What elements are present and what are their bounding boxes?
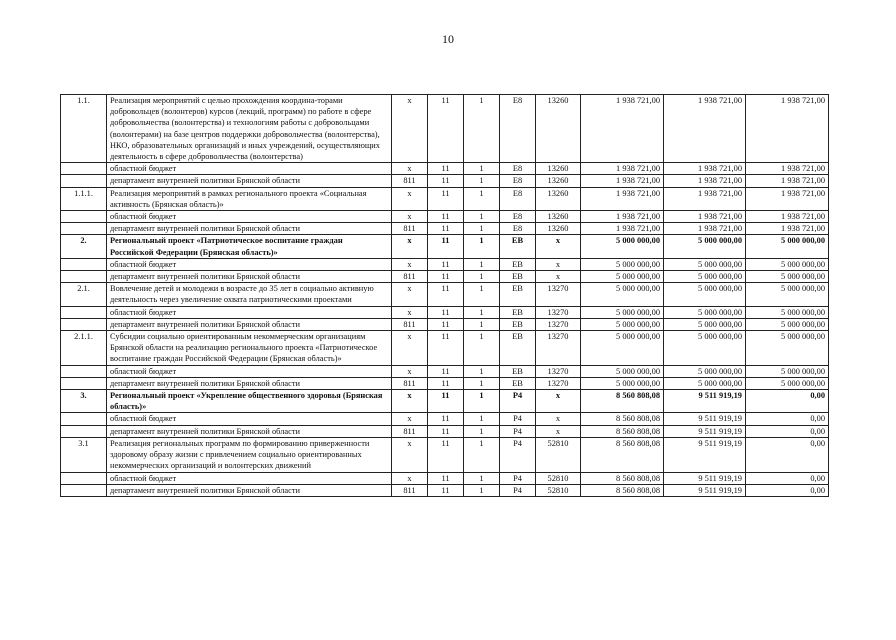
row-subsection: 1: [464, 235, 500, 258]
row-amount-year-3: 0,00: [746, 425, 829, 437]
row-expense-direction: 13270: [536, 331, 581, 366]
row-amount-year-2: 1 938 721,00: [664, 175, 746, 187]
table-row: [61, 318, 829, 330]
row-subsection: 1: [464, 187, 500, 210]
row-expense-direction: 13260: [536, 211, 581, 223]
table-row: [61, 472, 829, 484]
row-section: 11: [428, 235, 464, 258]
row-name: Субсидии социально ориентированным некоммерческим организациям Брянской области на реализацию регионального проекта «Патриотическое воспитание граждан Российской Федерации (Брянская область)»: [107, 331, 392, 366]
row-section: 11: [428, 413, 464, 425]
row-amount-year-2: 1 938 721,00: [664, 223, 746, 235]
row-number: [61, 413, 107, 425]
row-target-article: P4: [500, 413, 536, 425]
row-section: 11: [428, 271, 464, 283]
row-section: 11: [428, 331, 464, 366]
row-name: департамент внутренней политики Брянской области: [107, 425, 392, 437]
row-name: департамент внутренней политики Брянской области: [107, 175, 392, 187]
row-amount-year-3: 1 938 721,00: [746, 187, 829, 210]
table-row: [61, 390, 829, 413]
row-subsection: 1: [464, 95, 500, 163]
row-subsection: 1: [464, 283, 500, 306]
row-number: [61, 211, 107, 223]
table-row: [61, 377, 829, 389]
row-expense-direction: 13270: [536, 306, 581, 318]
row-amount-year-1: 5 000 000,00: [581, 306, 664, 318]
row-subsection: 1: [464, 413, 500, 425]
table-row: [61, 175, 829, 187]
row-number: [61, 223, 107, 235]
row-amount-year-1: 5 000 000,00: [581, 365, 664, 377]
row-grbs: x: [392, 390, 428, 413]
row-amount-year-2: 5 000 000,00: [664, 318, 746, 330]
row-amount-year-2: 1 938 721,00: [664, 187, 746, 210]
table-row: [61, 306, 829, 318]
row-grbs: x: [392, 283, 428, 306]
row-number: 1.1.: [61, 95, 107, 163]
row-amount-year-3: 0,00: [746, 484, 829, 496]
row-subsection: 1: [464, 223, 500, 235]
row-target-article: E8: [500, 211, 536, 223]
row-amount-year-2: 5 000 000,00: [664, 306, 746, 318]
row-expense-direction: x: [536, 271, 581, 283]
row-amount-year-2: 5 000 000,00: [664, 377, 746, 389]
row-expense-direction: x: [536, 413, 581, 425]
row-amount-year-1: 5 000 000,00: [581, 258, 664, 270]
page-number: 10: [442, 32, 454, 46]
row-name: областной бюджет: [107, 365, 392, 377]
row-name: департамент внутренней политики Брянской области: [107, 318, 392, 330]
row-target-article: EB: [500, 258, 536, 270]
row-number: 2.1.1.: [61, 331, 107, 366]
row-grbs: x: [392, 211, 428, 223]
row-amount-year-2: 5 000 000,00: [664, 271, 746, 283]
row-target-article: EB: [500, 318, 536, 330]
row-grbs: 811: [392, 175, 428, 187]
row-grbs: x: [392, 235, 428, 258]
row-expense-direction: 13270: [536, 283, 581, 306]
row-target-article: P4: [500, 484, 536, 496]
row-name: департамент внутренней политики Брянской области: [107, 377, 392, 389]
row-number: [61, 377, 107, 389]
table-row: [61, 211, 829, 223]
row-subsection: 1: [464, 163, 500, 175]
row-number: 3.: [61, 390, 107, 413]
row-target-article: E8: [500, 163, 536, 175]
row-amount-year-2: 5 000 000,00: [664, 331, 746, 366]
row-amount-year-1: 1 938 721,00: [581, 187, 664, 210]
row-amount-year-2: 9 511 919,19: [664, 425, 746, 437]
row-name: Вовлечение детей и молодежи в возрасте до 35 лет в социально активную деятельность через увеличение охвата патриотическими проектами: [107, 283, 392, 306]
row-name: Реализация мероприятий с целью прохождения координа-торами добровольцев (волонтеров) курсов (лекций, программ) по работе в сфере добровольчества (волонтерства) и технологиям работы с добровольцами (волонтерами) на базе центров поддержки добровольчества (волонтерства), НКО, образовательных организаций и иных учреждений, осуществляющих деятельность в сфере добровольчества (волонтерства): [107, 95, 392, 163]
row-amount-year-1: 8 560 808,08: [581, 472, 664, 484]
row-number: [61, 484, 107, 496]
row-section: 11: [428, 390, 464, 413]
row-grbs: x: [392, 95, 428, 163]
table-row: [61, 331, 829, 366]
row-subsection: 1: [464, 271, 500, 283]
row-amount-year-1: 1 938 721,00: [581, 175, 664, 187]
row-amount-year-1: 5 000 000,00: [581, 235, 664, 258]
row-amount-year-1: 5 000 000,00: [581, 331, 664, 366]
row-expense-direction: 13270: [536, 377, 581, 389]
row-subsection: 1: [464, 175, 500, 187]
row-number: [61, 175, 107, 187]
row-amount-year-2: 5 000 000,00: [664, 235, 746, 258]
row-section: 11: [428, 472, 464, 484]
row-name: областной бюджет: [107, 306, 392, 318]
row-section: 11: [428, 365, 464, 377]
row-subsection: 1: [464, 365, 500, 377]
row-amount-year-3: 5 000 000,00: [746, 271, 829, 283]
row-number: [61, 425, 107, 437]
row-target-article: P4: [500, 437, 536, 472]
row-grbs: x: [392, 331, 428, 366]
row-amount-year-3: 5 000 000,00: [746, 318, 829, 330]
row-amount-year-3: 5 000 000,00: [746, 331, 829, 366]
row-number: 3.1: [61, 437, 107, 472]
table-row: [61, 258, 829, 270]
table-row: [61, 271, 829, 283]
row-subsection: 1: [464, 331, 500, 366]
row-amount-year-1: 1 938 721,00: [581, 223, 664, 235]
row-amount-year-1: 5 000 000,00: [581, 283, 664, 306]
table-row: [61, 437, 829, 472]
row-amount-year-2: 9 511 919,19: [664, 413, 746, 425]
row-target-article: EB: [500, 377, 536, 389]
row-grbs: x: [392, 306, 428, 318]
row-name: областной бюджет: [107, 258, 392, 270]
row-subsection: 1: [464, 472, 500, 484]
row-amount-year-3: 0,00: [746, 472, 829, 484]
row-expense-direction: x: [536, 425, 581, 437]
row-subsection: 1: [464, 484, 500, 496]
row-number: [61, 258, 107, 270]
row-amount-year-3: 5 000 000,00: [746, 306, 829, 318]
row-name: департамент внутренней политики Брянской области: [107, 271, 392, 283]
row-grbs: x: [392, 187, 428, 210]
row-expense-direction: 13260: [536, 175, 581, 187]
row-expense-direction: 13270: [536, 365, 581, 377]
row-target-article: EB: [500, 283, 536, 306]
row-amount-year-2: 1 938 721,00: [664, 95, 746, 163]
row-subsection: 1: [464, 377, 500, 389]
row-amount-year-2: 1 938 721,00: [664, 163, 746, 175]
row-section: 11: [428, 318, 464, 330]
row-number: [61, 365, 107, 377]
table-row: [61, 187, 829, 210]
row-amount-year-1: 1 938 721,00: [581, 211, 664, 223]
row-section: 11: [428, 258, 464, 270]
row-section: 11: [428, 95, 464, 163]
row-amount-year-1: 8 560 808,08: [581, 390, 664, 413]
row-target-article: E8: [500, 95, 536, 163]
row-expense-direction: 52810: [536, 437, 581, 472]
row-expense-direction: x: [536, 258, 581, 270]
row-amount-year-1: 1 938 721,00: [581, 163, 664, 175]
row-grbs: x: [392, 437, 428, 472]
row-target-article: EB: [500, 235, 536, 258]
row-amount-year-3: 1 938 721,00: [746, 175, 829, 187]
row-subsection: 1: [464, 211, 500, 223]
row-amount-year-3: 5 000 000,00: [746, 283, 829, 306]
row-grbs: x: [392, 413, 428, 425]
row-subsection: 1: [464, 437, 500, 472]
row-amount-year-2: 9 511 919,19: [664, 484, 746, 496]
row-name: департамент внутренней политики Брянской области: [107, 223, 392, 235]
row-grbs: 811: [392, 377, 428, 389]
row-number: 2.1.: [61, 283, 107, 306]
row-expense-direction: 13260: [536, 95, 581, 163]
row-number: 1.1.1.: [61, 187, 107, 210]
row-amount-year-3: 1 938 721,00: [746, 211, 829, 223]
row-amount-year-3: 1 938 721,00: [746, 223, 829, 235]
row-amount-year-2: 9 511 919,19: [664, 390, 746, 413]
row-target-article: P4: [500, 472, 536, 484]
row-section: 11: [428, 223, 464, 235]
row-amount-year-3: 0,00: [746, 390, 829, 413]
row-target-article: E8: [500, 175, 536, 187]
row-section: 11: [428, 211, 464, 223]
row-amount-year-2: 5 000 000,00: [664, 258, 746, 270]
row-name: областной бюджет: [107, 163, 392, 175]
table-row: [61, 235, 829, 258]
row-expense-direction: x: [536, 390, 581, 413]
row-section: 11: [428, 175, 464, 187]
row-target-article: P4: [500, 425, 536, 437]
row-grbs: 811: [392, 318, 428, 330]
row-subsection: 1: [464, 425, 500, 437]
row-amount-year-1: 8 560 808,08: [581, 425, 664, 437]
row-number: [61, 318, 107, 330]
row-amount-year-2: 5 000 000,00: [664, 365, 746, 377]
row-amount-year-3: 5 000 000,00: [746, 258, 829, 270]
row-amount-year-2: 9 511 919,19: [664, 437, 746, 472]
row-amount-year-3: 1 938 721,00: [746, 163, 829, 175]
row-amount-year-2: 1 938 721,00: [664, 211, 746, 223]
row-number: [61, 472, 107, 484]
row-expense-direction: 13260: [536, 223, 581, 235]
row-section: 11: [428, 283, 464, 306]
row-target-article: EB: [500, 331, 536, 366]
table-row: [61, 484, 829, 496]
row-subsection: 1: [464, 258, 500, 270]
row-expense-direction: 52810: [536, 472, 581, 484]
row-subsection: 1: [464, 390, 500, 413]
row-expense-direction: 52810: [536, 484, 581, 496]
row-section: 11: [428, 163, 464, 175]
row-target-article: EB: [500, 271, 536, 283]
row-name: областной бюджет: [107, 472, 392, 484]
table-row: [61, 283, 829, 306]
row-grbs: x: [392, 365, 428, 377]
row-name: Региональный проект «Укрепление общественного здоровья (Брянская область)»: [107, 390, 392, 413]
row-amount-year-1: 5 000 000,00: [581, 377, 664, 389]
row-name: Реализация региональных программ по формированию приверженности здоровому образу жизни с привлечением социально ориентированных некоммерческих организаций и волонтерских движений: [107, 437, 392, 472]
row-number: [61, 271, 107, 283]
row-grbs: 811: [392, 271, 428, 283]
row-amount-year-2: 9 511 919,19: [664, 472, 746, 484]
row-number: [61, 163, 107, 175]
row-amount-year-1: 8 560 808,08: [581, 437, 664, 472]
row-target-article: EB: [500, 365, 536, 377]
row-target-article: E8: [500, 187, 536, 210]
row-name: областной бюджет: [107, 413, 392, 425]
table-body: [61, 95, 829, 497]
table-row: [61, 413, 829, 425]
row-target-article: P4: [500, 390, 536, 413]
row-amount-year-1: 5 000 000,00: [581, 318, 664, 330]
row-target-article: E8: [500, 223, 536, 235]
table-row: [61, 163, 829, 175]
row-expense-direction: x: [536, 235, 581, 258]
row-amount-year-3: 0,00: [746, 437, 829, 472]
row-name: департамент внутренней политики Брянской области: [107, 484, 392, 496]
row-amount-year-1: 5 000 000,00: [581, 271, 664, 283]
row-target-article: EB: [500, 306, 536, 318]
row-section: 11: [428, 187, 464, 210]
budget-table: [60, 94, 829, 497]
row-amount-year-3: 5 000 000,00: [746, 377, 829, 389]
row-section: 11: [428, 306, 464, 318]
table-row: [61, 365, 829, 377]
row-amount-year-1: 8 560 808,08: [581, 484, 664, 496]
row-grbs: 811: [392, 425, 428, 437]
row-name: Реализация мероприятий в рамках регионального проекта «Социальная активность (Брянская область)»: [107, 187, 392, 210]
row-expense-direction: 13270: [536, 318, 581, 330]
row-grbs: 811: [392, 484, 428, 496]
row-expense-direction: 13260: [536, 187, 581, 210]
row-grbs: x: [392, 163, 428, 175]
row-name: областной бюджет: [107, 211, 392, 223]
row-grbs: 811: [392, 223, 428, 235]
row-subsection: 1: [464, 318, 500, 330]
table-row: [61, 425, 829, 437]
row-section: 11: [428, 437, 464, 472]
row-amount-year-3: 5 000 000,00: [746, 235, 829, 258]
row-grbs: x: [392, 472, 428, 484]
row-number: 2.: [61, 235, 107, 258]
row-amount-year-3: 5 000 000,00: [746, 365, 829, 377]
row-amount-year-3: 1 938 721,00: [746, 95, 829, 163]
row-amount-year-2: 5 000 000,00: [664, 283, 746, 306]
row-amount-year-1: 1 938 721,00: [581, 95, 664, 163]
row-section: 11: [428, 377, 464, 389]
row-number: [61, 306, 107, 318]
row-amount-year-1: 8 560 808,08: [581, 413, 664, 425]
table-row: [61, 223, 829, 235]
table-row: [61, 95, 829, 163]
row-subsection: 1: [464, 306, 500, 318]
row-amount-year-3: 0,00: [746, 413, 829, 425]
row-section: 11: [428, 484, 464, 496]
row-grbs: x: [392, 258, 428, 270]
row-name: Региональный проект «Патриотическое воспитание граждан Российской Федерации (Брянская область)»: [107, 235, 392, 258]
row-expense-direction: 13260: [536, 163, 581, 175]
row-section: 11: [428, 425, 464, 437]
